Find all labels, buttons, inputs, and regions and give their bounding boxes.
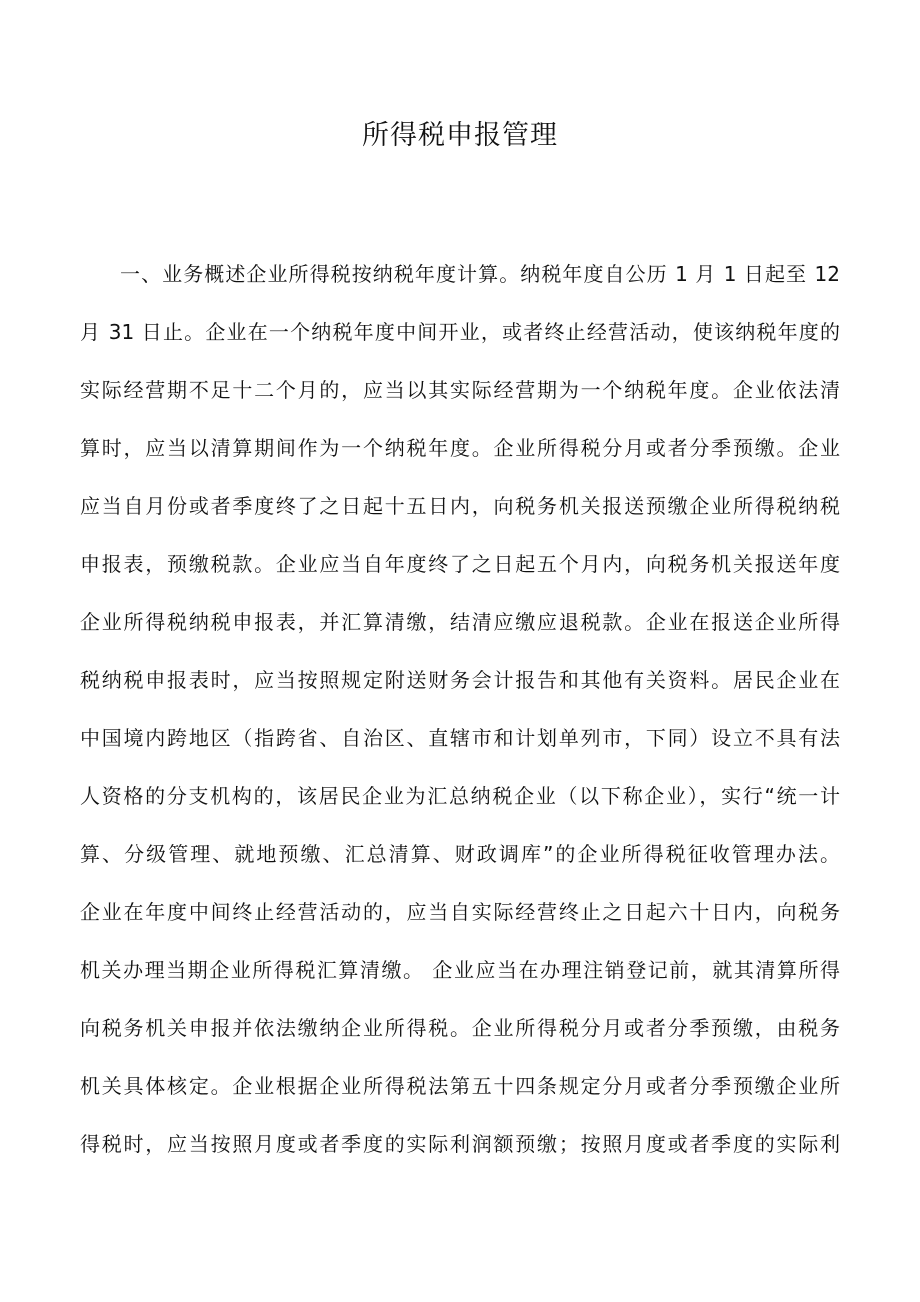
text-line: 应当自月份或者季度终了之日起十五日内，向税务机关报送预缴企业所得税纳税 [80,494,840,518]
text-line: 机关办理当期企业所得税汇算清缴。 企业应当在办理注销登记前，就其清算所得 [80,958,840,982]
text-line: 算、分级管理、就地预缴、汇总清算、财政调库”的企业所得税征收管理办法。 [80,842,840,866]
text-line: 向税务机关申报并依法缴纳企业所得税。企业所得税分月或者分季预缴，由税务 [80,1016,840,1040]
text-line: 机关具体核定。企业根据企业所得税法第五十四条规定分月或者分季预缴企业所 [80,1074,840,1098]
text-line: 人资格的分支机构的，该居民企业为汇总纳税企业（以下称企业），实行“统一计 [80,784,840,808]
text-line: 一、业务概述企业所得税按纳税年度计算。纳税年度自公历 1 月 1 日起至 12 [120,262,840,286]
text-line: 得税时，应当按照月度或者季度的实际利润额预缴；按照月度或者季度的实际利 [80,1132,840,1156]
text-line: 月 31 日止。企业在一个纳税年度中间开业，或者终止经营活动，使该纳税年度的 [80,320,840,344]
text-line: 中国境内跨地区（指跨省、自治区、直辖市和计划单列市，下同）设立不具有法 [80,726,840,750]
text-line: 企业在年度中间终止经营活动的，应当自实际经营终止之日起六十日内，向税务 [80,900,840,924]
text-line: 企业所得税纳税申报表，并汇算清缴，结清应缴应退税款。企业在报送企业所得 [80,610,840,634]
text-line: 税纳税申报表时，应当按照规定附送财务会计报告和其他有关资料。居民企业在 [80,668,840,692]
text-line: 算时，应当以清算期间作为一个纳税年度。企业所得税分月或者分季预缴。企业 [80,436,840,460]
text-line: 实际经营期不足十二个月的，应当以其实际经营期为一个纳税年度。企业依法清 [80,378,840,402]
text-line: 申报表，预缴税款。企业应当自年度终了之日起五个月内，向税务机关报送年度 [80,552,840,576]
document-title: 所得税申报管理 [362,120,558,151]
